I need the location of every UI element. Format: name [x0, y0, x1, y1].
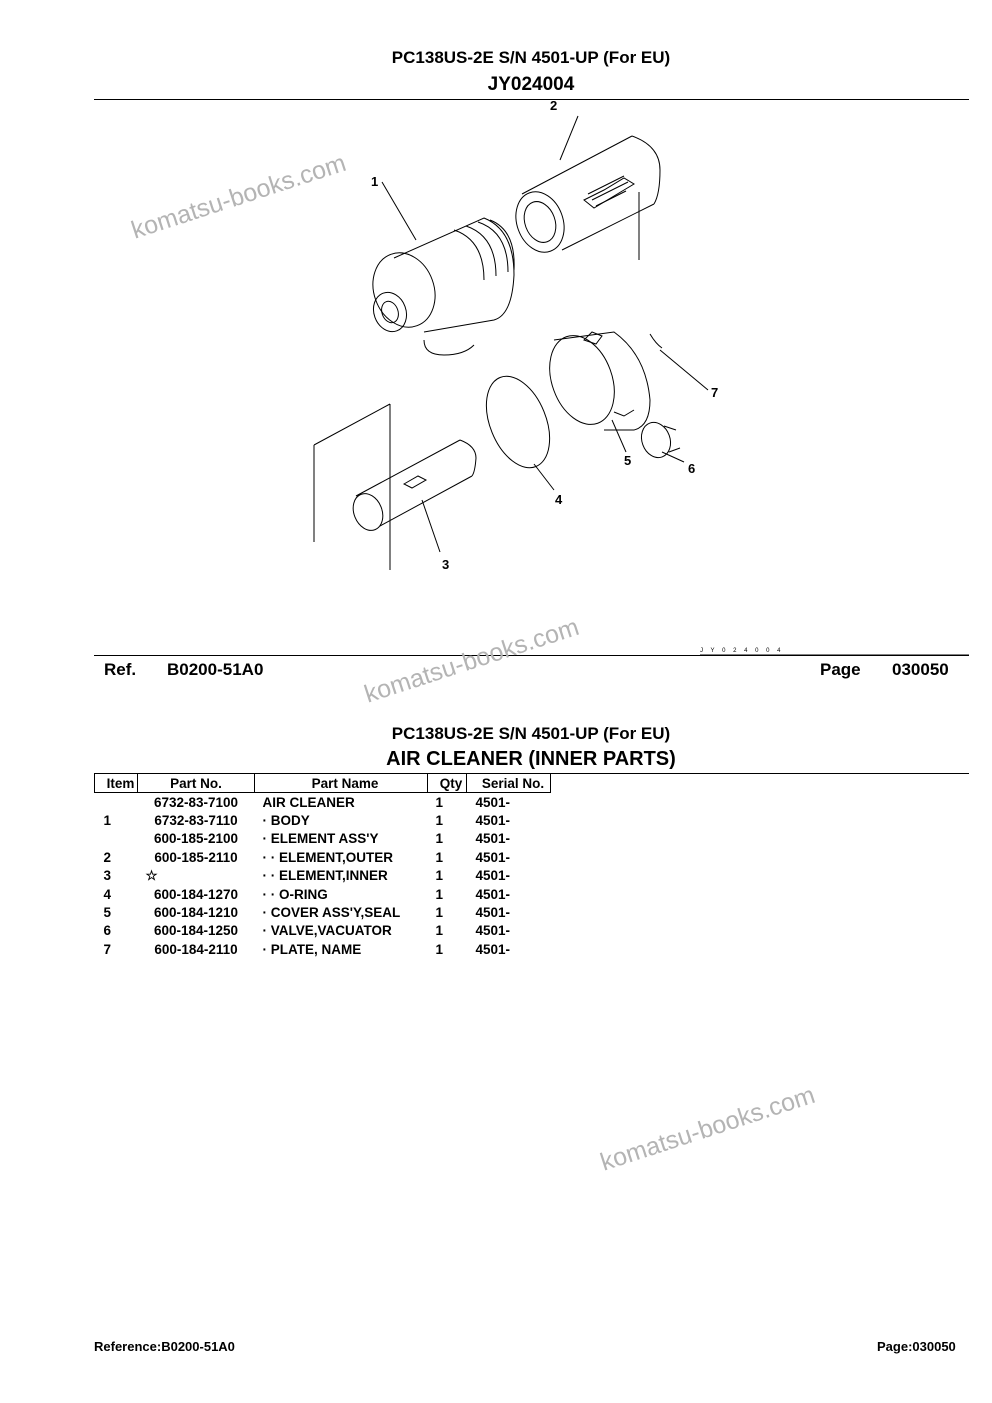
header-part-no: Part No. [138, 774, 255, 793]
table-row: 1 6732-83-7110 · BODY 1 4501- [103, 813, 511, 829]
page-label: Page [820, 660, 861, 679]
table-row: 5 600-184-1210 · COVER ASS'Y,SEAL 1 4501- [103, 905, 511, 921]
table-header-row [95, 774, 551, 793]
ref-value: B0200-51A0 [167, 660, 264, 679]
callout-2: 2 [550, 100, 558, 113]
watermark: komatsu-books.com [128, 148, 350, 245]
header-serial-no: Serial No. [467, 774, 551, 793]
callout-6: 6 [688, 461, 696, 476]
callout-7: 7 [711, 385, 719, 400]
illustration-code: JY024004 [487, 74, 575, 95]
table-row: 600-185-2100 · ELEMENT ASS'Y 1 4501- [153, 831, 511, 847]
inner-element-drawing [314, 404, 476, 570]
ref-label: Ref. [104, 660, 137, 679]
page-header-model: PC138US-2E S/N 4501-UP (For EU) [391, 48, 671, 67]
footer-page: Page:030050 [877, 1339, 956, 1354]
parts-table-body [95, 793, 551, 959]
watermark: komatsu-books.com [597, 1080, 819, 1177]
cover-drawing [538, 327, 708, 462]
body-drawing [363, 182, 514, 355]
table-row: 4 600-184-1270 · · O-RING 1 4501- [103, 886, 511, 902]
callout-1: 1 [371, 174, 379, 189]
parts-table [94, 774, 551, 959]
section-model: PC138US-2E S/N 4501-UP (For EU) [391, 724, 671, 743]
table-row: 3 ☆ · · ELEMENT,INNER 1 4501- [103, 867, 511, 884]
section-title: AIR CLEANER (INNER PARTS) [386, 748, 676, 770]
diagram-small-code: J Y 0 2 4 0 0 4 [700, 648, 784, 654]
o-ring-drawing [474, 367, 562, 477]
header-part-name: Part Name [255, 774, 428, 793]
header-qty: Qty [428, 774, 467, 793]
table-row: 2 600-185-2110 · · ELEMENT,OUTER 1 4501- [103, 849, 511, 865]
table-row: 7 600-184-2110 · PLATE, NAME 1 4501- [103, 941, 511, 957]
footer-reference: Reference:B0200-51A0 [94, 1339, 235, 1354]
outer-element-drawing [508, 116, 660, 260]
table-row: 6732-83-7100 AIR CLEANER 1 4501- [153, 794, 511, 810]
watermark: komatsu-books.com [361, 612, 583, 709]
page-value: 030050 [892, 660, 949, 679]
table-row: 6 600-184-1250 · VALVE,VACUATOR 1 4501- [103, 923, 511, 939]
callout-3: 3 [442, 557, 450, 572]
header-item: Item [95, 774, 138, 793]
exploded-parts-diagram [94, 100, 969, 655]
callout-5: 5 [624, 453, 632, 468]
callout-4: 4 [555, 492, 563, 507]
